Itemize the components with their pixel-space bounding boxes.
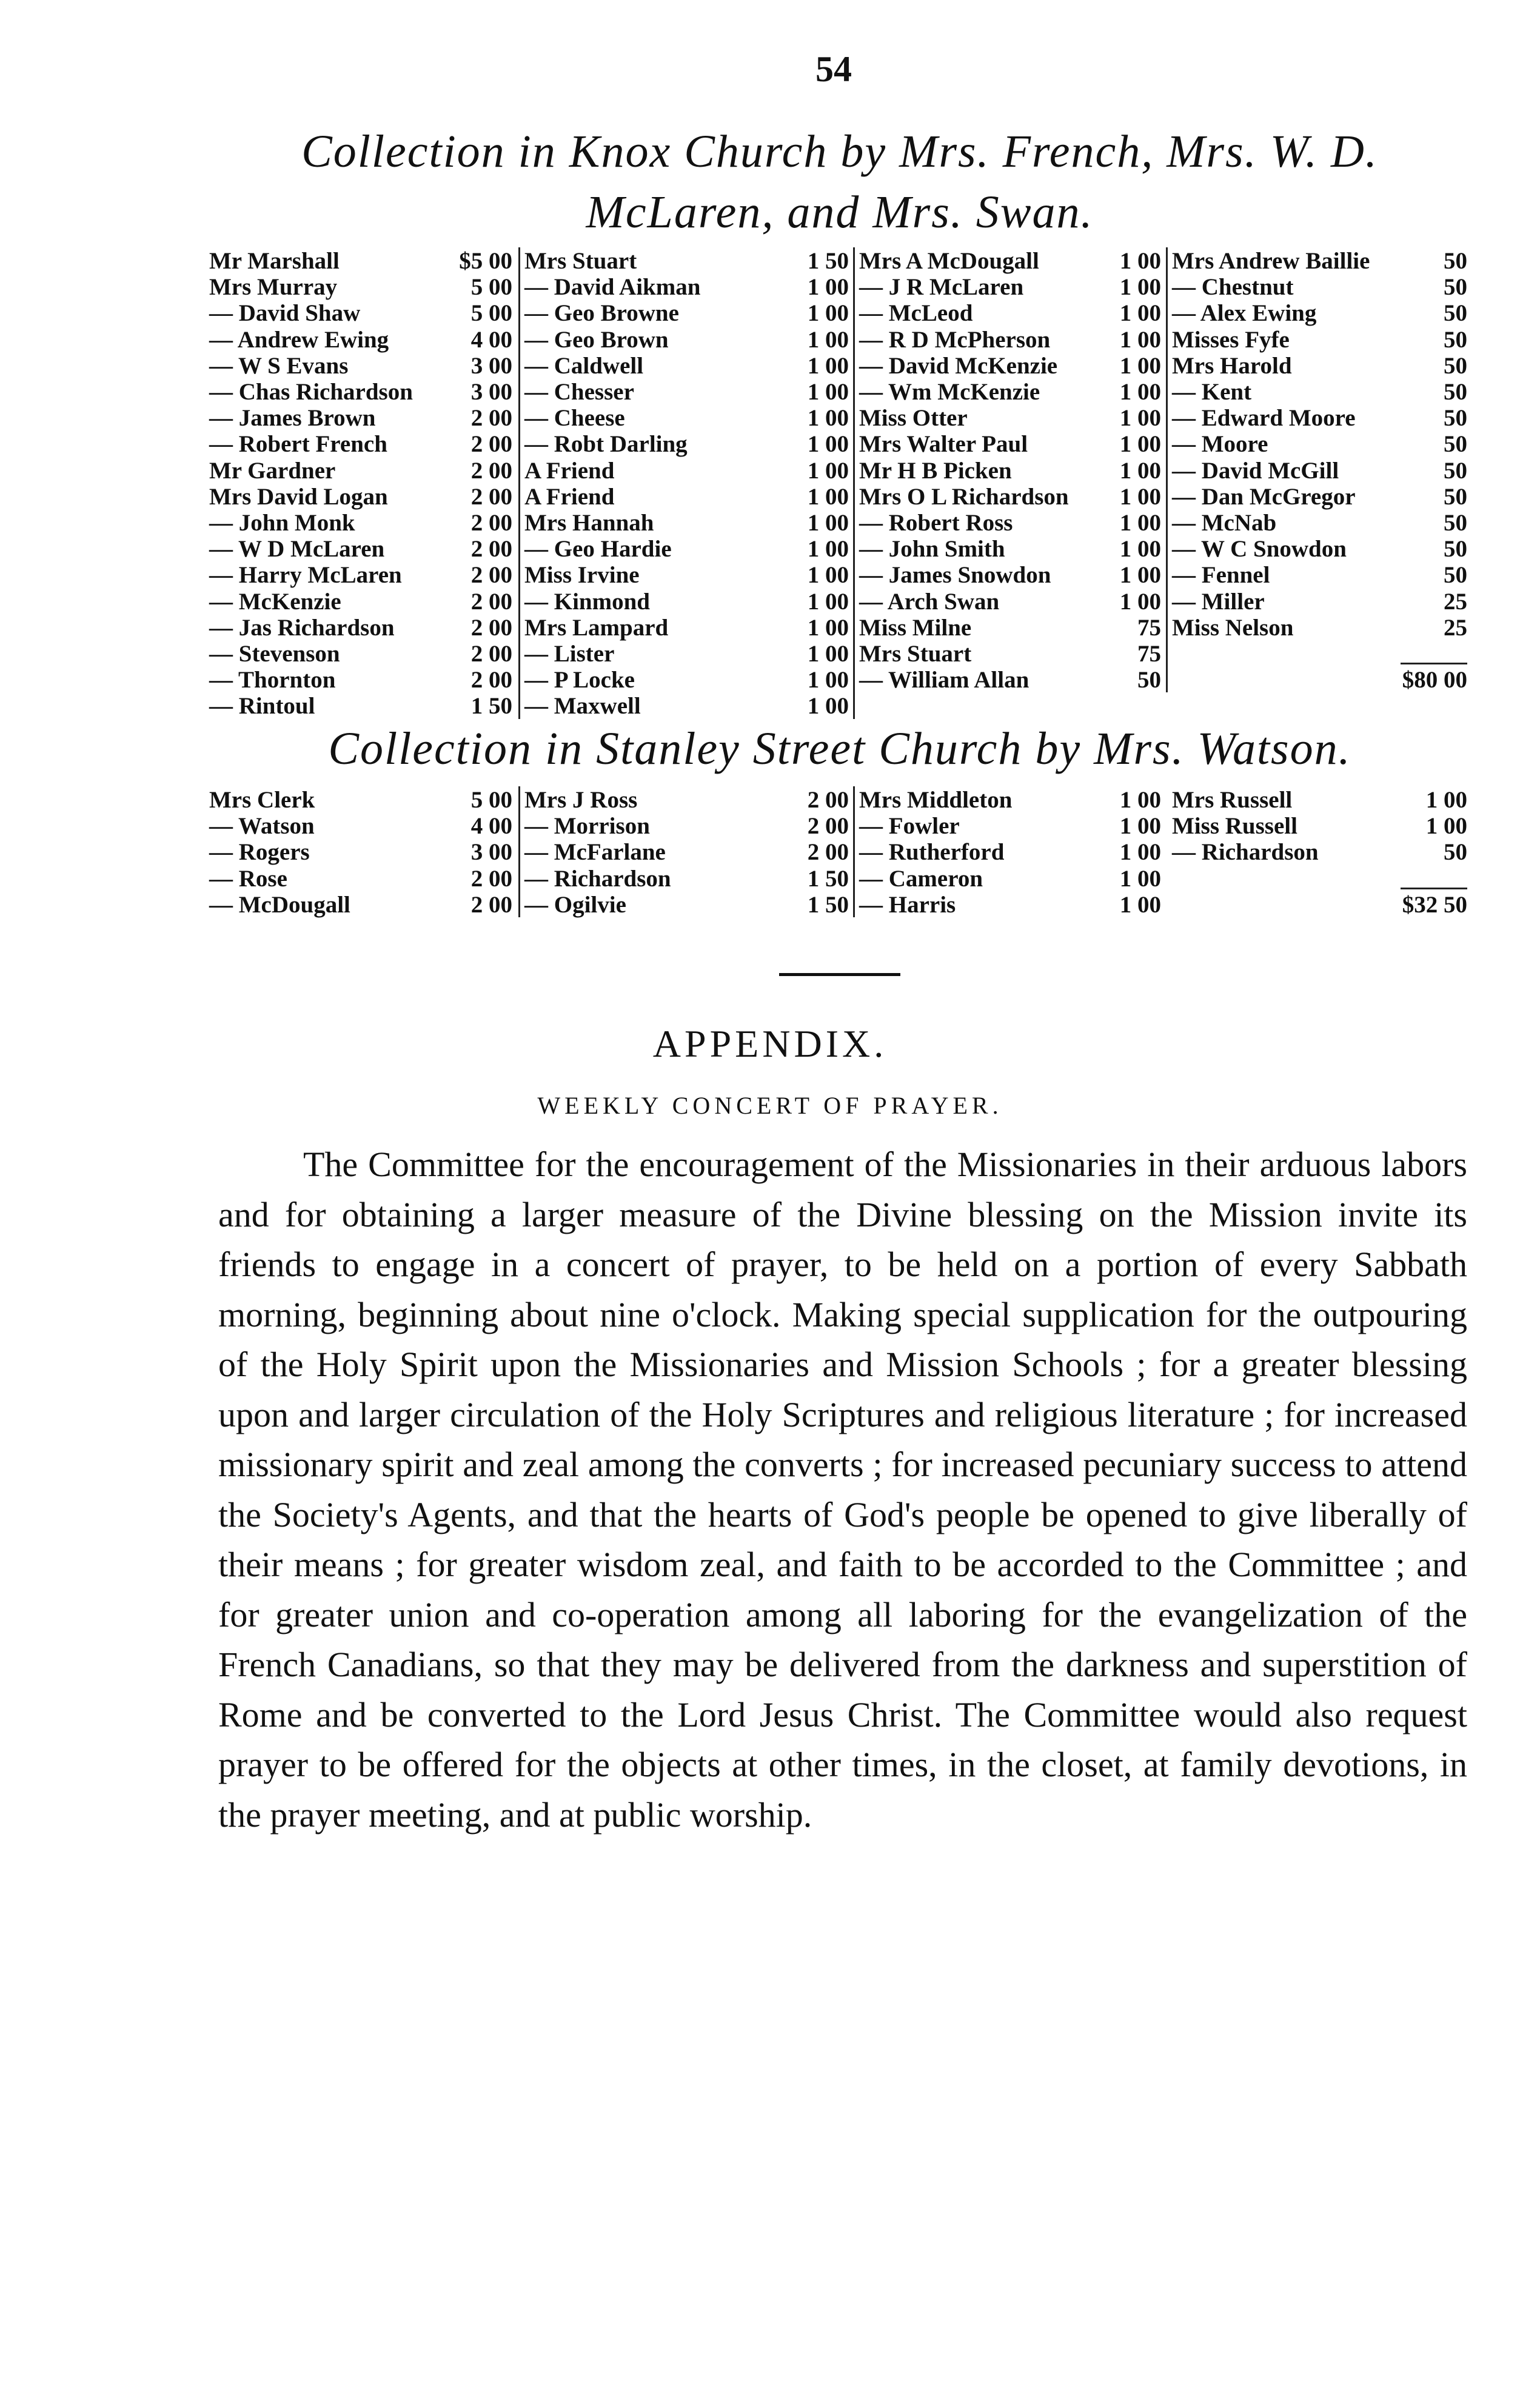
donor-name: — P Locke [524,667,635,694]
donor-name: — R D McPherson [859,326,1051,353]
donor-name: Mrs Andrew Baillie [1172,248,1370,274]
donor-name: Mrs David Logan [209,483,388,510]
donor-name: — Cameron [859,865,983,892]
donor-name: A Friend [524,483,615,510]
donation-amount: 1 00 [1119,352,1161,379]
donor-name: Misses Fyfe [1172,326,1290,353]
donation-amount: 1 00 [1119,562,1161,589]
section1-title-line1: Collection in Knox Church by Mrs. French, Mrs. W. D. [301,126,1378,177]
section2-heading: Collection in Stanley Street Church by Mrs. Watson. [328,723,1351,774]
donation-amount: 50 [1444,326,1467,353]
donation-amount: 2 00 [807,787,849,813]
donor-name: — Chesser [524,379,634,405]
donor-name: — Rintoul [209,693,315,720]
donor-name: Mrs Russell [1172,787,1293,813]
column-divider [518,247,520,719]
donor-name: — Jas Richardson [209,614,395,641]
donation-amount: 2 00 [470,562,512,589]
donor-name: — Kent [1172,379,1252,405]
donation-amount: 4 00 [470,326,512,353]
donation-amount: 1 00 [1119,536,1161,563]
donor-name: Mrs A McDougall [859,248,1039,274]
donor-name: — Robt Darling [524,431,688,458]
donor-name: — Rose [209,865,287,892]
donation-amount: 3 00 [470,352,512,379]
donation-amount: 1 00 [1119,300,1161,327]
donation-amount: 1 00 [1119,813,1161,840]
donation-amount: 2 00 [470,510,512,536]
donor-name: Mrs Lampard [524,614,669,641]
donation-amount: 50 [1444,483,1467,510]
donation-amount: 5 00 [470,300,512,327]
donation-amount: 1 00 [807,483,849,510]
donation-amount: 1 00 [807,405,849,432]
column-divider [853,786,855,917]
donation-amount: 50 [1444,431,1467,458]
donor-name: — Wm McKenzie [859,379,1040,405]
donation-amount: 1 00 [1119,274,1161,301]
donor-name: Mrs Hannah [524,510,654,536]
donor-name: A Friend [524,457,615,484]
donor-name: — Fowler [859,813,960,840]
donor-name: — J R McLaren [859,274,1024,301]
donation-amount: 2 00 [470,891,512,918]
donation-amount: 1 00 [807,379,849,405]
donor-name: — Alex Ewing [1172,300,1317,327]
donation-amount: 1 50 [807,248,849,274]
donation-amount: 50 [1444,379,1467,405]
donor-name: — Rogers [209,839,310,866]
donor-name: — John Monk [209,510,355,536]
collection-total: $32 50 [1402,891,1467,918]
donor-name: — Robert Ross [859,510,1013,536]
donation-amount: 1 00 [807,667,849,694]
donation-amount: 1 00 [807,641,849,667]
donation-amount: 75 [1137,641,1161,667]
total-rule [1401,888,1467,889]
donor-name: — W D McLaren [209,536,385,563]
donation-amount: 1 00 [1119,405,1161,432]
donation-amount: 2 00 [470,457,512,484]
donor-name: Miss Irvine [524,562,640,589]
donation-amount: 1 00 [807,457,849,484]
donor-name: — David McGill [1172,457,1339,484]
donor-name: — Fennel [1172,562,1270,589]
donor-name: — Richardson [1172,839,1319,866]
donor-name: — McNab [1172,510,1277,536]
donation-amount: 5 00 [470,787,512,813]
donor-name: — McFarlane [524,839,666,866]
donor-name: — McKenzie [209,588,341,615]
donation-amount: 2 00 [470,865,512,892]
donation-amount: 1 00 [807,431,849,458]
donor-name: — James Brown [209,405,376,432]
donation-amount: 1 00 [807,510,849,536]
donation-amount: 50 [1444,562,1467,589]
donor-name: — Robert French [209,431,387,458]
donor-name: Miss Nelson [1172,614,1294,641]
donation-amount: 25 [1444,588,1467,615]
donor-name: — Dan McGregor [1172,483,1356,510]
donation-amount: 1 00 [1119,510,1161,536]
donation-amount: 50 [1444,248,1467,274]
donation-amount: 25 [1444,614,1467,641]
donor-name: — Miller [1172,588,1265,615]
donation-amount: 1 50 [807,865,849,892]
donor-name: — Cheese [524,405,625,432]
donation-amount: 1 00 [1119,379,1161,405]
donor-name: — Lister [524,641,615,667]
donor-name: Miss Milne [859,614,972,641]
donation-amount: 2 00 [807,813,849,840]
donor-name: Miss Russell [1172,813,1297,840]
section1-title-line2: McLaren, and Mrs. Swan. [586,187,1094,238]
donation-amount: 1 00 [807,274,849,301]
section1-heading [200,121,1479,243]
donation-amount: 2 00 [470,614,512,641]
donor-name: Miss Otter [859,405,968,432]
donor-name: — Caldwell [524,352,644,379]
donation-amount: 2 00 [470,641,512,667]
total-rule [1401,663,1467,664]
donation-amount: 2 00 [470,483,512,510]
column-divider [853,247,855,719]
donation-amount: 1 00 [1119,865,1161,892]
donor-name: Mrs Middleton [859,787,1013,813]
donation-amount: 50 [1137,667,1161,694]
donor-name: Mr Marshall [209,248,340,274]
donor-name: Mr H B Picken [859,457,1012,484]
donation-amount: 1 00 [807,588,849,615]
donor-name: — McDougall [209,891,350,918]
donor-name: — David Shaw [209,300,361,327]
donor-name: Mr Gardner [209,457,336,484]
donor-name: — John Smith [859,536,1005,563]
donor-name: — Harris [859,891,956,918]
donor-name: Mrs Stuart [524,248,637,274]
donation-amount: 50 [1444,839,1467,866]
donation-amount: 1 00 [807,536,849,563]
donor-name: — Kinmond [524,588,650,615]
donation-amount: 3 00 [470,379,512,405]
donation-amount: 50 [1444,457,1467,484]
donation-amount: 1 00 [1119,483,1161,510]
donation-amount: 50 [1444,274,1467,301]
donor-name: — Maxwell [524,693,641,720]
donor-name: Mrs Clerk [209,787,315,813]
column-divider [1166,247,1168,692]
donor-name: Mrs O L Richardson [859,483,1069,510]
donor-name: — Geo Hardie [524,536,672,563]
donor-name: — Moore [1172,431,1268,458]
donation-amount: 1 50 [807,891,849,918]
section1-list [209,247,1470,755]
donor-name: — William Allan [859,667,1029,694]
donation-amount: 1 00 [1425,813,1467,840]
donation-amount: 50 [1444,510,1467,536]
donor-name: — Stevenson [209,641,340,667]
donation-amount: 3 00 [470,839,512,866]
donation-amount: 1 00 [1119,431,1161,458]
donor-name: — Chas Richardson [209,379,413,405]
donation-amount: 50 [1444,405,1467,432]
donation-amount: 2 00 [470,536,512,563]
donor-name: — Watson [209,813,315,840]
donor-name: — Rutherford [859,839,1005,866]
donation-amount: 75 [1137,614,1161,641]
donor-name: Mrs Walter Paul [859,431,1028,458]
donor-name: — Morrison [524,813,650,840]
donor-name: — Geo Brown [524,326,669,353]
donation-amount: 1 00 [1425,787,1467,813]
page-number: 54 [815,49,852,89]
donor-name: — David McKenzie [859,352,1058,379]
donation-amount: 50 [1444,300,1467,327]
column-divider [518,786,520,917]
donor-name: — Chestnut [1172,274,1294,301]
donation-amount: 1 00 [807,614,849,641]
appendix-title: APPENDIX. [652,1022,888,1065]
donation-amount: 4 00 [470,813,512,840]
donation-amount: 1 00 [1119,839,1161,866]
donor-name: — Edward Moore [1172,405,1356,432]
donation-amount: 2 00 [807,839,849,866]
donation-amount: 1 00 [807,693,849,720]
donation-amount: 2 00 [470,431,512,458]
donor-name: — Andrew Ewing [209,326,389,353]
donor-name: — Geo Browne [524,300,679,327]
section2-list [209,786,1470,954]
donation-amount: 1 00 [1119,248,1161,274]
donation-amount: 1 00 [1119,787,1161,813]
donation-amount: 2 00 [470,588,512,615]
donor-name: Mrs Murray [209,274,338,301]
donor-name: — David Aikman [524,274,701,301]
donation-amount: 2 00 [470,405,512,432]
donor-name: — Arch Swan [859,588,1000,615]
donation-amount: 2 00 [470,667,512,694]
donor-name: Mrs Stuart [859,641,972,667]
donor-name: — Harry McLaren [209,562,402,589]
donor-name: — Thornton [209,667,336,694]
donation-amount: 50 [1444,352,1467,379]
donor-name: — Richardson [524,865,671,892]
donor-name: — Ogilvie [524,891,626,918]
collection-total: $80 00 [1402,667,1467,694]
donation-amount: 50 [1444,536,1467,563]
donor-name: — McLeod [859,300,973,327]
donation-amount: 1 00 [1119,588,1161,615]
separator-rule [779,973,900,976]
donation-amount: 1 00 [807,562,849,589]
donation-amount: $5 00 [459,248,512,274]
donation-amount: 1 00 [807,326,849,353]
donation-amount: 1 00 [1119,326,1161,353]
donor-name: — W S Evans [209,352,349,379]
donation-amount: 1 00 [1119,457,1161,484]
donation-amount: 1 00 [1119,891,1161,918]
donor-name: — W C Snowdon [1172,536,1347,563]
donation-amount: 5 00 [470,274,512,301]
donation-amount: 1 50 [470,693,512,720]
appendix-paragraph: The Committee for the encouragement of the Missionaries in their arduous labors and for obtaining a larger measure of the Divine blessing on the Mission invite its friends to engage in a concert of prayer, to be held on a portion of every Sabbath morning, beginning about nine o'clock. Making special supplication for the outpouring of the Holy Spirit upon the Missionaries and Mission Schools ; for a greater blessing upon and larger circulation of the Holy Scriptures and religious literature ; for increased missionary spirit and zeal among the converts ; for increased pecuniary success to attend the Society's Agents, and that the hearts of God's people be opened to give liberally of their means ; for greater wisdom zeal, and faith to be accorded to the Committee ; and for greater union and co-operation among all laboring for the evangelization of the French Canadians, so that they may be delivered from the darkness and superstition of Rome and be converted to the Lord Jesus Christ. The Committee would also request prayer to be offered for the objects at other times, in the closet, at family devotions, in the prayer meeting, and at public worship. [218,1145,1467,1835]
donor-name: Mrs Harold [1172,352,1292,379]
donor-name: Mrs J Ross [524,787,638,813]
donation-amount: 1 00 [807,352,849,379]
appendix-subtitle: WEEKLY CONCERT OF PRAYER. [537,1092,1003,1119]
donor-name: — James Snowdon [859,562,1051,589]
donation-amount: 1 00 [807,300,849,327]
